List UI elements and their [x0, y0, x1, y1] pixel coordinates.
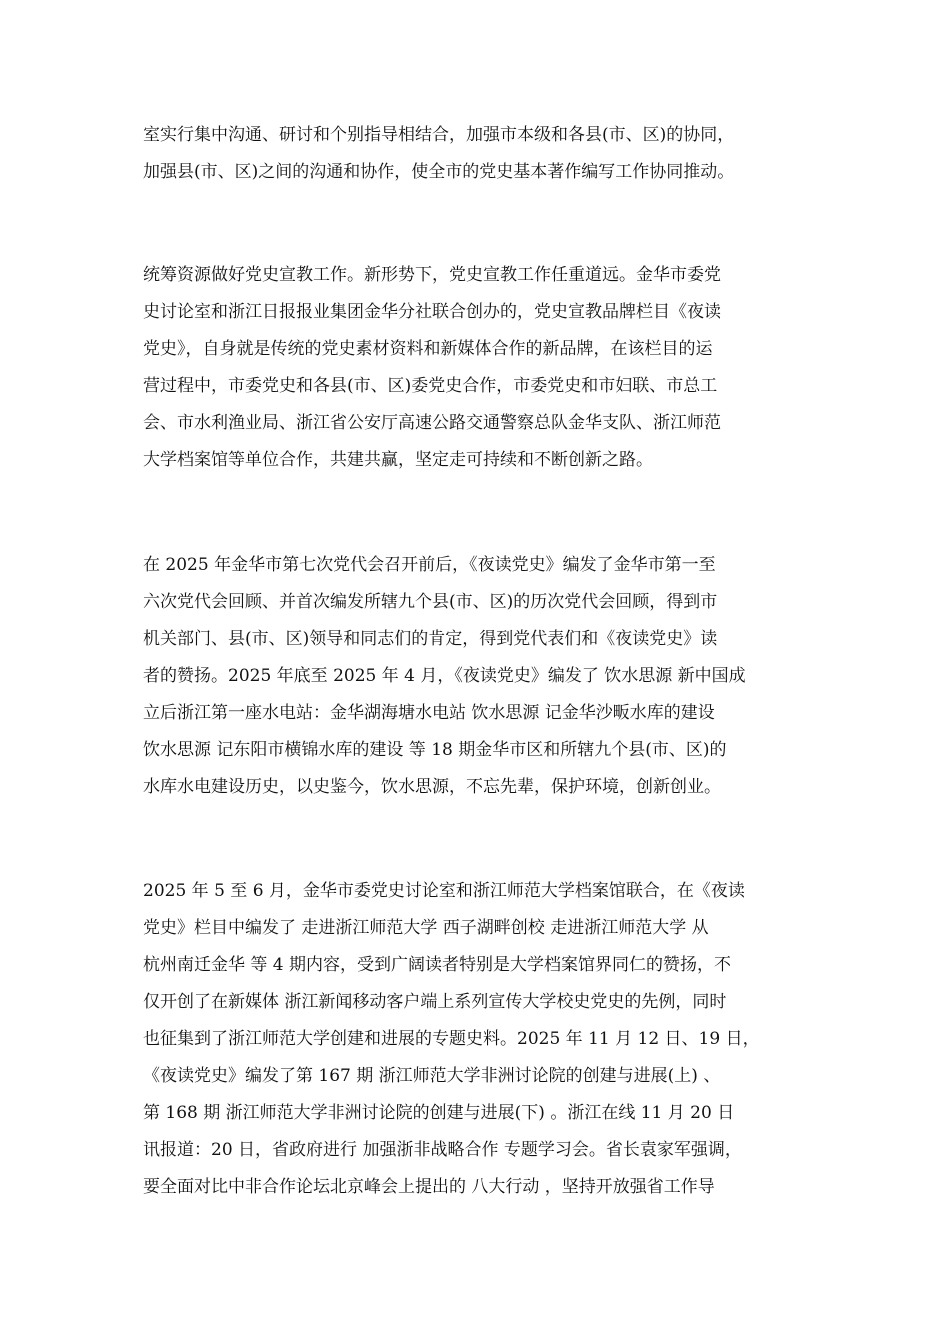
text-line: 第 168 期 浙江师范大学非洲讨论院的创建与进展(下) 。浙江在线 11 月 20 日: [143, 1103, 735, 1123]
paragraph-propaganda-education: [143, 257, 813, 479]
text-line: 营过程中，市委党史和各县(市、区)委党史合作，市委党史和市妇联、市总工: [143, 376, 718, 396]
text-line: 会、市水利渔业局、浙江省公安厅高速公路交通警察总队金华支队、浙江师范: [143, 413, 721, 433]
text-line: 在 2025 年金华市第七次党代会召开前后，《夜读党史》编发了金华市第一至: [143, 555, 716, 575]
text-line: 大学档案馆等单位合作，共建共赢，坚定走可持续和不断创新之路。: [143, 450, 653, 470]
text-line: 2025 年 5 至 6 月，金华市委党史讨论室和浙江师范大学档案馆联合，在《夜读: [143, 881, 745, 901]
text-line: 史讨论室和浙江日报报业集团金华分社联合创办的，党史宣教品牌栏目《夜读: [143, 302, 721, 322]
text-line: 水库水电建设历史，以史鉴今，饮水思源，不忘先辈，保护环境，创新创业。: [143, 777, 721, 797]
text-line: 者的赞扬。2025 年底至 2025 年 4 月，《夜读党史》编发了 饮水思源 新中国成: [143, 666, 746, 686]
text-line: 杭州南迁金华 等 4 期内容，受到广阔读者特别是大学档案馆界同仁的赞扬，不: [143, 955, 732, 975]
text-line: 要全面对比中非合作论坛北京峰会上提出的 八大行动 ，坚持开放强省工作导: [143, 1177, 715, 1197]
text-line: 党史》，自身就是传统的党史素材资料和新媒体合作的新品牌，在该栏目的运: [143, 339, 713, 359]
text-line: 也征集到了浙江师范大学创建和进展的专题史料。2025 年 11 月 12 日、19 日，: [143, 1029, 760, 1049]
text-line: 室实行集中沟通、研讨和个别指导相结合，加强市本级和各县(市、区)的协同，: [143, 125, 735, 145]
paragraph-normal-university: [143, 873, 813, 1206]
text-line: 加强县(市、区)之间的沟通和协作，使全市的党史基本著作编写工作协同推动。: [143, 162, 735, 182]
paragraph-party-congress: [143, 547, 813, 806]
text-line: 六次党代会回顾、并首次编发所辖九个县(市、区)的历次党代会回顾，得到市: [143, 592, 718, 612]
text-line: 机关部门、县(市、区)领导和同志们的肯定，得到党代表们和《夜读党史》读: [143, 629, 718, 649]
text-line: 饮水思源 记东阳市横锦水库的建设 等 18 期金华市区和所辖九个县(市、区)的: [143, 740, 727, 760]
text-line: 统筹资源做好党史宣教工作。新形势下，党史宣教工作任重道远。金华市委党: [143, 265, 721, 285]
text-line: 《夜读党史》编发了第 167 期 浙江师范大学非洲讨论院的创建与进展(上) 、: [143, 1066, 721, 1086]
text-line: 仅开创了在新媒体 浙江新闻移动客户端上系列宣传大学校史党史的先例，同时: [143, 992, 727, 1012]
text-line: 党史》栏目中编发了 走进浙江师范大学 西子湖畔创校 走进浙江师范大学 从: [143, 918, 709, 938]
paragraph-coordination: [143, 117, 813, 191]
text-line: 立后浙江第一座水电站：金华湖海塘水电站 饮水思源 记金华沙畈水库的建设: [143, 703, 715, 723]
text-line: 讯报道：20 日，省政府进行 加强浙非战略合作 专题学习会。省长袁家军强调，: [143, 1140, 742, 1160]
